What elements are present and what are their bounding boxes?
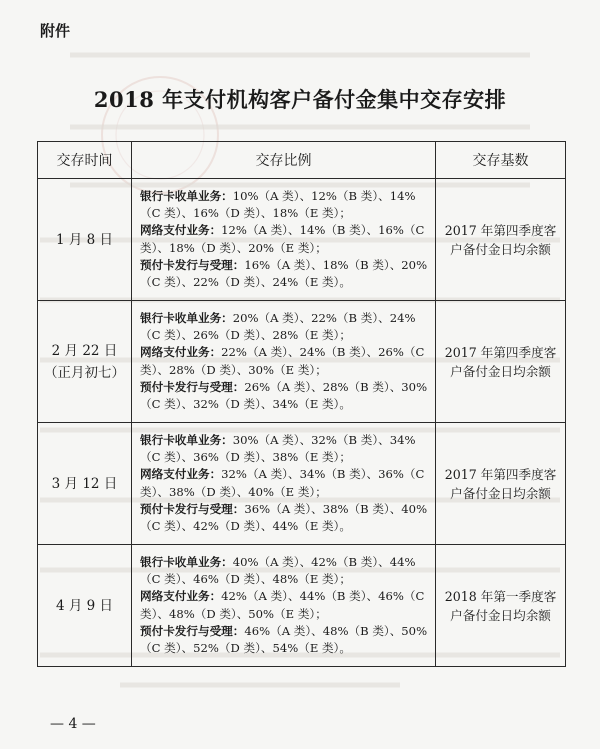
business-ratios: 32%（A 类）、34%（B 类）、36%（C 类）、38%（D 类）、40%（E 类）； xyxy=(140,467,425,499)
business-ratios: 22%（A 类）、24%（B 类）、26%（C 类）、28%（D 类）、30%（E 类）； xyxy=(140,345,425,377)
table-row xyxy=(38,301,566,423)
table-header-row xyxy=(38,142,566,179)
business-ratios: 20%（A 类）、22%（B 类）、24%（C 类）、26%（D 类）、28%（E 类）； xyxy=(140,310,416,343)
business-name: 银行卡收单业务： xyxy=(140,432,233,447)
business-line-prepaid-card xyxy=(140,257,429,291)
deposit-date: 2 月 22 日 xyxy=(51,342,118,359)
business-ratios: 42%（A 类）、44%（B 类）、46%（C 类）、48%（D 类）、50%（E 类）； xyxy=(140,589,425,621)
deposit-date: 1 月 8 日 xyxy=(55,231,114,248)
business-line-network-payment xyxy=(140,344,429,378)
deposit-date-lunar: （正月初七） xyxy=(44,364,125,381)
document-title: 2018 年支付机构客户备付金集中交存安排 xyxy=(93,87,507,112)
business-name: 预付卡发行与受理： xyxy=(140,501,245,516)
business-name: 网络支付业务： xyxy=(140,345,222,360)
business-name: 网络支付业务： xyxy=(140,589,222,604)
business-ratios: 12%（A 类）、14%（B 类）、16%（C 类）、18%（D 类）、20%（E 类）； xyxy=(140,223,425,255)
business-line-card-acquiring xyxy=(140,188,429,222)
page-number: — 4 — xyxy=(50,716,96,732)
business-name: 预付卡发行与受理： xyxy=(140,257,245,272)
deposit-date-cell xyxy=(38,179,132,301)
business-line-card-acquiring xyxy=(140,432,429,466)
business-ratios: 30%（A 类）、32%（B 类）、34%（C 类）、36%（D 类）、38%（E 类）； xyxy=(140,432,416,465)
deposit-date: 3 月 12 日 xyxy=(51,475,118,492)
deposit-ratio-cell xyxy=(132,301,436,423)
business-ratios: 36%（A 类）、38%（B 类）、40%（C 类）、42%（D 类）、44%（E 类）。 xyxy=(140,501,428,533)
business-name: 银行卡收单业务： xyxy=(140,310,233,325)
business-name: 预付卡发行与受理： xyxy=(140,623,245,638)
deposit-date-cell xyxy=(38,545,132,667)
business-line-prepaid-card xyxy=(140,501,429,535)
deposit-schedule-table xyxy=(37,141,566,667)
deposit-date-cell xyxy=(38,301,132,423)
deposit-ratio-cell xyxy=(132,545,436,667)
business-ratios: 16%（A 类）、18%（B 类）、20%（C 类）、22%（D 类）、24%（E 类）。 xyxy=(140,257,428,289)
business-ratios: 46%（A 类）、48%（B 类）、50%（C 类）、52%（D 类）、54%（E 类）。 xyxy=(140,623,428,655)
deposit-date: 4 月 9 日 xyxy=(55,597,114,614)
business-name: 银行卡收单业务： xyxy=(140,188,233,203)
deposit-ratio-cell xyxy=(132,423,436,545)
header-deposit-ratio: 交存比例 xyxy=(132,142,436,179)
business-ratios: 40%（A 类）、42%（B 类）、44%（C 类）、46%（D 类）、48%（E 类）； xyxy=(140,554,416,587)
business-line-network-payment xyxy=(140,466,429,500)
business-line-network-payment xyxy=(140,588,429,622)
business-name: 网络支付业务： xyxy=(140,223,222,238)
business-line-prepaid-card xyxy=(140,379,429,413)
attachment-label: 附件 xyxy=(40,22,71,40)
table-row xyxy=(38,545,566,667)
table-row xyxy=(38,423,566,545)
deposit-date-cell xyxy=(38,423,132,545)
business-name: 网络支付业务： xyxy=(140,467,222,482)
business-line-card-acquiring xyxy=(140,554,429,588)
deposit-base-cell: 2018 年第一季度客户备付金日均余额 xyxy=(436,545,566,667)
table-row xyxy=(38,179,566,301)
deposit-base-cell: 2017 年第四季度客户备付金日均余额 xyxy=(436,423,566,545)
business-line-card-acquiring xyxy=(140,310,429,344)
business-line-prepaid-card xyxy=(140,623,429,657)
business-name: 银行卡收单业务： xyxy=(140,554,233,569)
deposit-base-cell: 2017 年第四季度客户备付金日均余额 xyxy=(436,179,566,301)
deposit-ratio-cell xyxy=(132,179,436,301)
business-ratios: 26%（A 类）、28%（B 类）、30%（C 类）、32%（D 类）、34%（E 类）。 xyxy=(140,379,428,411)
business-ratios: 10%（A 类）、12%（B 类）、14%（C 类）、16%（D 类）、18%（E 类）； xyxy=(140,188,416,221)
deposit-base-cell: 2017 年第四季度客户备付金日均余额 xyxy=(436,301,566,423)
business-line-network-payment xyxy=(140,222,429,256)
header-deposit-time: 交存时间 xyxy=(38,142,132,179)
header-deposit-base: 交存基数 xyxy=(436,142,566,179)
business-name: 预付卡发行与受理： xyxy=(140,379,245,394)
